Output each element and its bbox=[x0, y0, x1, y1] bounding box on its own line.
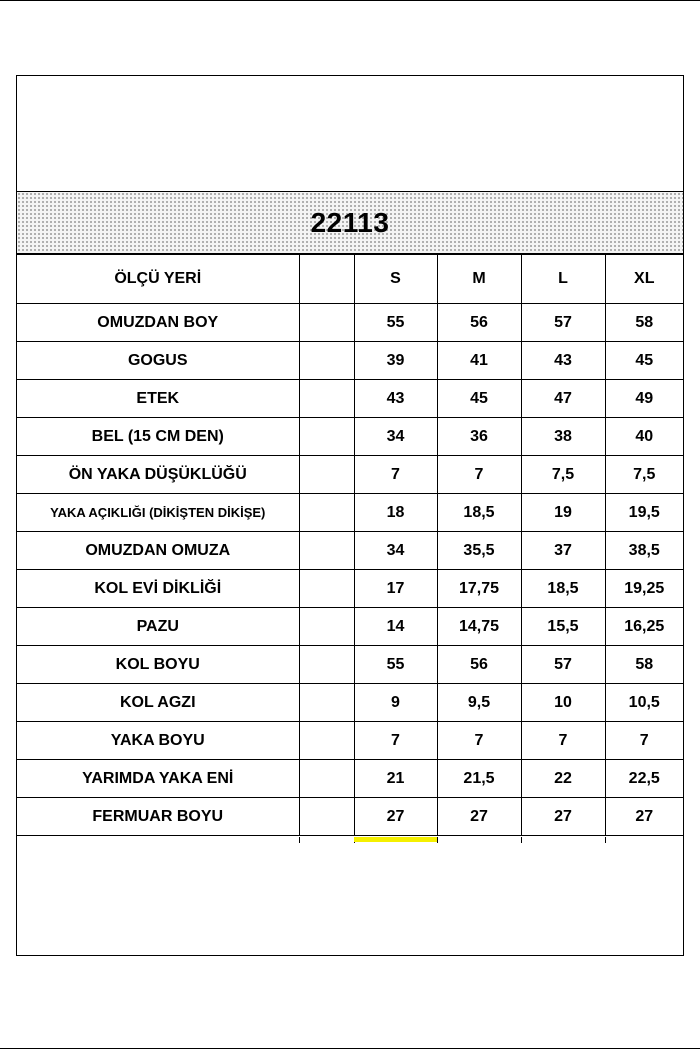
table-row bbox=[17, 798, 683, 836]
measure-name: KOL AGZI bbox=[17, 684, 299, 722]
table-row bbox=[17, 380, 683, 418]
highlight-mark bbox=[354, 837, 437, 842]
size-value: 19,5 bbox=[605, 494, 683, 532]
size-value: 45 bbox=[605, 342, 683, 380]
size-value: 21 bbox=[354, 760, 437, 798]
measure-name: YAKA BOYU bbox=[17, 722, 299, 760]
table-row bbox=[17, 456, 683, 494]
size-value: 56 bbox=[437, 646, 521, 684]
measure-name: KOL EVİ DİKLİĞİ bbox=[17, 570, 299, 608]
blank-cell bbox=[299, 760, 354, 798]
size-value: 34 bbox=[354, 532, 437, 570]
measure-name: YAKA AÇIKLIĞI (DİKİŞTEN DİKİŞE) bbox=[17, 494, 299, 532]
size-value: 47 bbox=[521, 380, 605, 418]
blank-cell bbox=[299, 646, 354, 684]
size-value: 7 bbox=[521, 722, 605, 760]
size-value: 37 bbox=[521, 532, 605, 570]
page-top-rule bbox=[0, 0, 700, 1]
blank-cell bbox=[299, 342, 354, 380]
header-blank-cell bbox=[299, 254, 354, 304]
size-value: 17 bbox=[354, 570, 437, 608]
measure-name: KOL BOYU bbox=[17, 646, 299, 684]
size-value: 7,5 bbox=[605, 456, 683, 494]
blank-cell bbox=[299, 494, 354, 532]
blank-cell bbox=[299, 722, 354, 760]
size-value: 41 bbox=[437, 342, 521, 380]
size-value: 7 bbox=[354, 456, 437, 494]
size-value: 55 bbox=[354, 304, 437, 342]
size-value: 27 bbox=[354, 798, 437, 836]
size-chart-frame bbox=[16, 75, 684, 956]
size-value: 21,5 bbox=[437, 760, 521, 798]
product-code-band bbox=[17, 191, 683, 255]
size-value: 10 bbox=[521, 684, 605, 722]
size-value: 14 bbox=[354, 608, 437, 646]
table-row bbox=[17, 304, 683, 342]
header-size-m: M bbox=[437, 254, 521, 304]
size-value: 18,5 bbox=[437, 494, 521, 532]
size-value: 58 bbox=[605, 646, 683, 684]
size-value: 22,5 bbox=[605, 760, 683, 798]
header-size-s: S bbox=[354, 254, 437, 304]
table-row bbox=[17, 532, 683, 570]
size-value: 7 bbox=[437, 456, 521, 494]
measure-name: ETEK bbox=[17, 380, 299, 418]
header-measure-label: ÖLÇÜ YERİ bbox=[17, 254, 299, 304]
table-row bbox=[17, 494, 683, 532]
size-value: 18,5 bbox=[521, 570, 605, 608]
size-value: 43 bbox=[521, 342, 605, 380]
size-value: 16,25 bbox=[605, 608, 683, 646]
size-value: 9 bbox=[354, 684, 437, 722]
measure-name: PAZU bbox=[17, 608, 299, 646]
size-value: 56 bbox=[437, 304, 521, 342]
size-table bbox=[17, 253, 683, 836]
table-row bbox=[17, 418, 683, 456]
size-value: 17,75 bbox=[437, 570, 521, 608]
table-row bbox=[17, 760, 683, 798]
size-value: 36 bbox=[437, 418, 521, 456]
size-value: 14,75 bbox=[437, 608, 521, 646]
size-value: 27 bbox=[605, 798, 683, 836]
size-value: 10,5 bbox=[605, 684, 683, 722]
measure-name: FERMUAR BOYU bbox=[17, 798, 299, 836]
table-row bbox=[17, 608, 683, 646]
table-header-row bbox=[17, 254, 683, 304]
table-tail-lines bbox=[17, 837, 683, 843]
measure-name: BEL (15 CM DEN) bbox=[17, 418, 299, 456]
size-value: 19,25 bbox=[605, 570, 683, 608]
measure-name: GOGUS bbox=[17, 342, 299, 380]
blank-cell bbox=[299, 570, 354, 608]
page-bottom-rule bbox=[0, 1048, 700, 1049]
size-value: 19 bbox=[521, 494, 605, 532]
size-value: 49 bbox=[605, 380, 683, 418]
size-value: 22 bbox=[521, 760, 605, 798]
table-row bbox=[17, 646, 683, 684]
blank-cell bbox=[299, 456, 354, 494]
size-value: 38,5 bbox=[605, 532, 683, 570]
size-value: 7 bbox=[437, 722, 521, 760]
size-value: 40 bbox=[605, 418, 683, 456]
size-value: 9,5 bbox=[437, 684, 521, 722]
blank-cell bbox=[299, 418, 354, 456]
blank-cell bbox=[299, 380, 354, 418]
table-row bbox=[17, 684, 683, 722]
size-value: 27 bbox=[521, 798, 605, 836]
measure-name: OMUZDAN BOY bbox=[17, 304, 299, 342]
size-value: 35,5 bbox=[437, 532, 521, 570]
size-value: 7 bbox=[605, 722, 683, 760]
table-row bbox=[17, 342, 683, 380]
blank-cell bbox=[299, 798, 354, 836]
blank-cell bbox=[299, 608, 354, 646]
measure-name: ÖN YAKA DÜŞÜKLÜĞÜ bbox=[17, 456, 299, 494]
size-value: 55 bbox=[354, 646, 437, 684]
size-value: 57 bbox=[521, 646, 605, 684]
product-code: 22113 bbox=[310, 207, 390, 238]
measure-name: OMUZDAN OMUZA bbox=[17, 532, 299, 570]
table-row bbox=[17, 722, 683, 760]
blank-cell bbox=[299, 684, 354, 722]
size-value: 7 bbox=[354, 722, 437, 760]
size-value: 18 bbox=[354, 494, 437, 532]
header-size-l: L bbox=[521, 254, 605, 304]
size-value: 57 bbox=[521, 304, 605, 342]
size-value: 39 bbox=[354, 342, 437, 380]
blank-cell bbox=[299, 304, 354, 342]
size-value: 15,5 bbox=[521, 608, 605, 646]
size-value: 27 bbox=[437, 798, 521, 836]
table-row bbox=[17, 570, 683, 608]
size-value: 7,5 bbox=[521, 456, 605, 494]
size-value: 58 bbox=[605, 304, 683, 342]
size-value: 45 bbox=[437, 380, 521, 418]
size-value: 43 bbox=[354, 380, 437, 418]
size-value: 38 bbox=[521, 418, 605, 456]
header-size-xl: XL bbox=[605, 254, 683, 304]
blank-cell bbox=[299, 532, 354, 570]
size-value: 34 bbox=[354, 418, 437, 456]
measure-name: YARIMDA YAKA ENİ bbox=[17, 760, 299, 798]
